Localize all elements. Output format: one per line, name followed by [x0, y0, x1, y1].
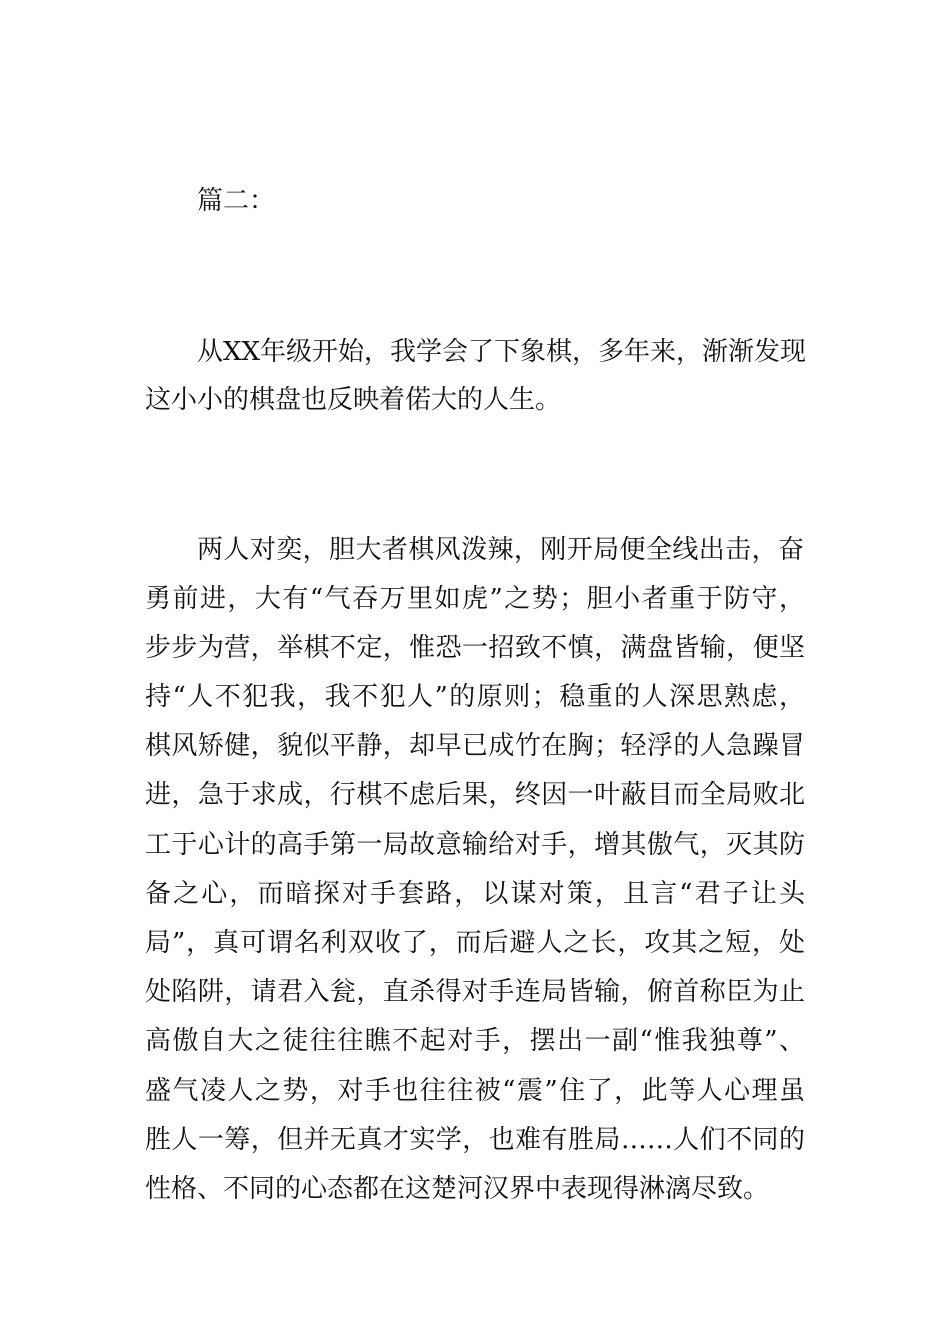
- paragraph-line: 棋风矫健，貌似平静，却早已成竹在胸；轻浮的人急躁冒: [145, 731, 805, 761]
- paragraph-line: 步步为营，举棋不定，惟恐一招致不慎，满盘皆输，便坚: [145, 633, 805, 663]
- paragraph-line: 胜人一筹，但并无真才实学，也难有胜局……人们不同的: [145, 1125, 805, 1155]
- paragraph-line: 两人对奕，胆大者棋风泼辣，刚开局便全线出击，奋: [197, 535, 804, 565]
- paragraph-line: 高傲自大之徒往往瞧不起对手，摆出一副“惟我独尊”、: [145, 1026, 805, 1056]
- paragraph-line: 勇前进，大有“气吞万里如虎”之势；胆小者重于防守，: [145, 584, 805, 614]
- paragraph-line: 盛气凌人之势，对手也往往被“震”住了，此等人心理虽: [145, 1076, 805, 1106]
- paragraph-line: 工于心计的高手第一局故意输给对手，增其傲气，灭其防: [145, 830, 805, 860]
- paragraph-line: 性格、不同的心态都在这楚河汉界中表现得淋漓尽致。: [145, 1174, 770, 1204]
- paragraph-line: 备之心，而暗探对手套路，以谋对策，且言“君子让头: [145, 879, 805, 909]
- paragraph-line: 持“人不犯我，我不犯人”的原则；稳重的人深思熟虑，: [145, 682, 805, 712]
- paragraph-line: 这小小的棋盘也反映着偌大的人生。: [145, 385, 562, 415]
- paragraph-line: 局”，真可谓名利双收了，而后避人之长，攻其之短，处: [145, 928, 805, 958]
- section-heading: 篇二：: [197, 186, 276, 216]
- paragraph-line: 从XX年级开始，我学会了下象棋，多年来，渐渐发现: [197, 337, 807, 367]
- paragraph-line: 处陷阱，请君入瓮，直杀得对手连局皆输，俯首称臣为止: [145, 977, 805, 1007]
- paragraph-line: 进，急于求成，行棋不虑后果，终因一叶蔽目而全局败北: [145, 780, 805, 810]
